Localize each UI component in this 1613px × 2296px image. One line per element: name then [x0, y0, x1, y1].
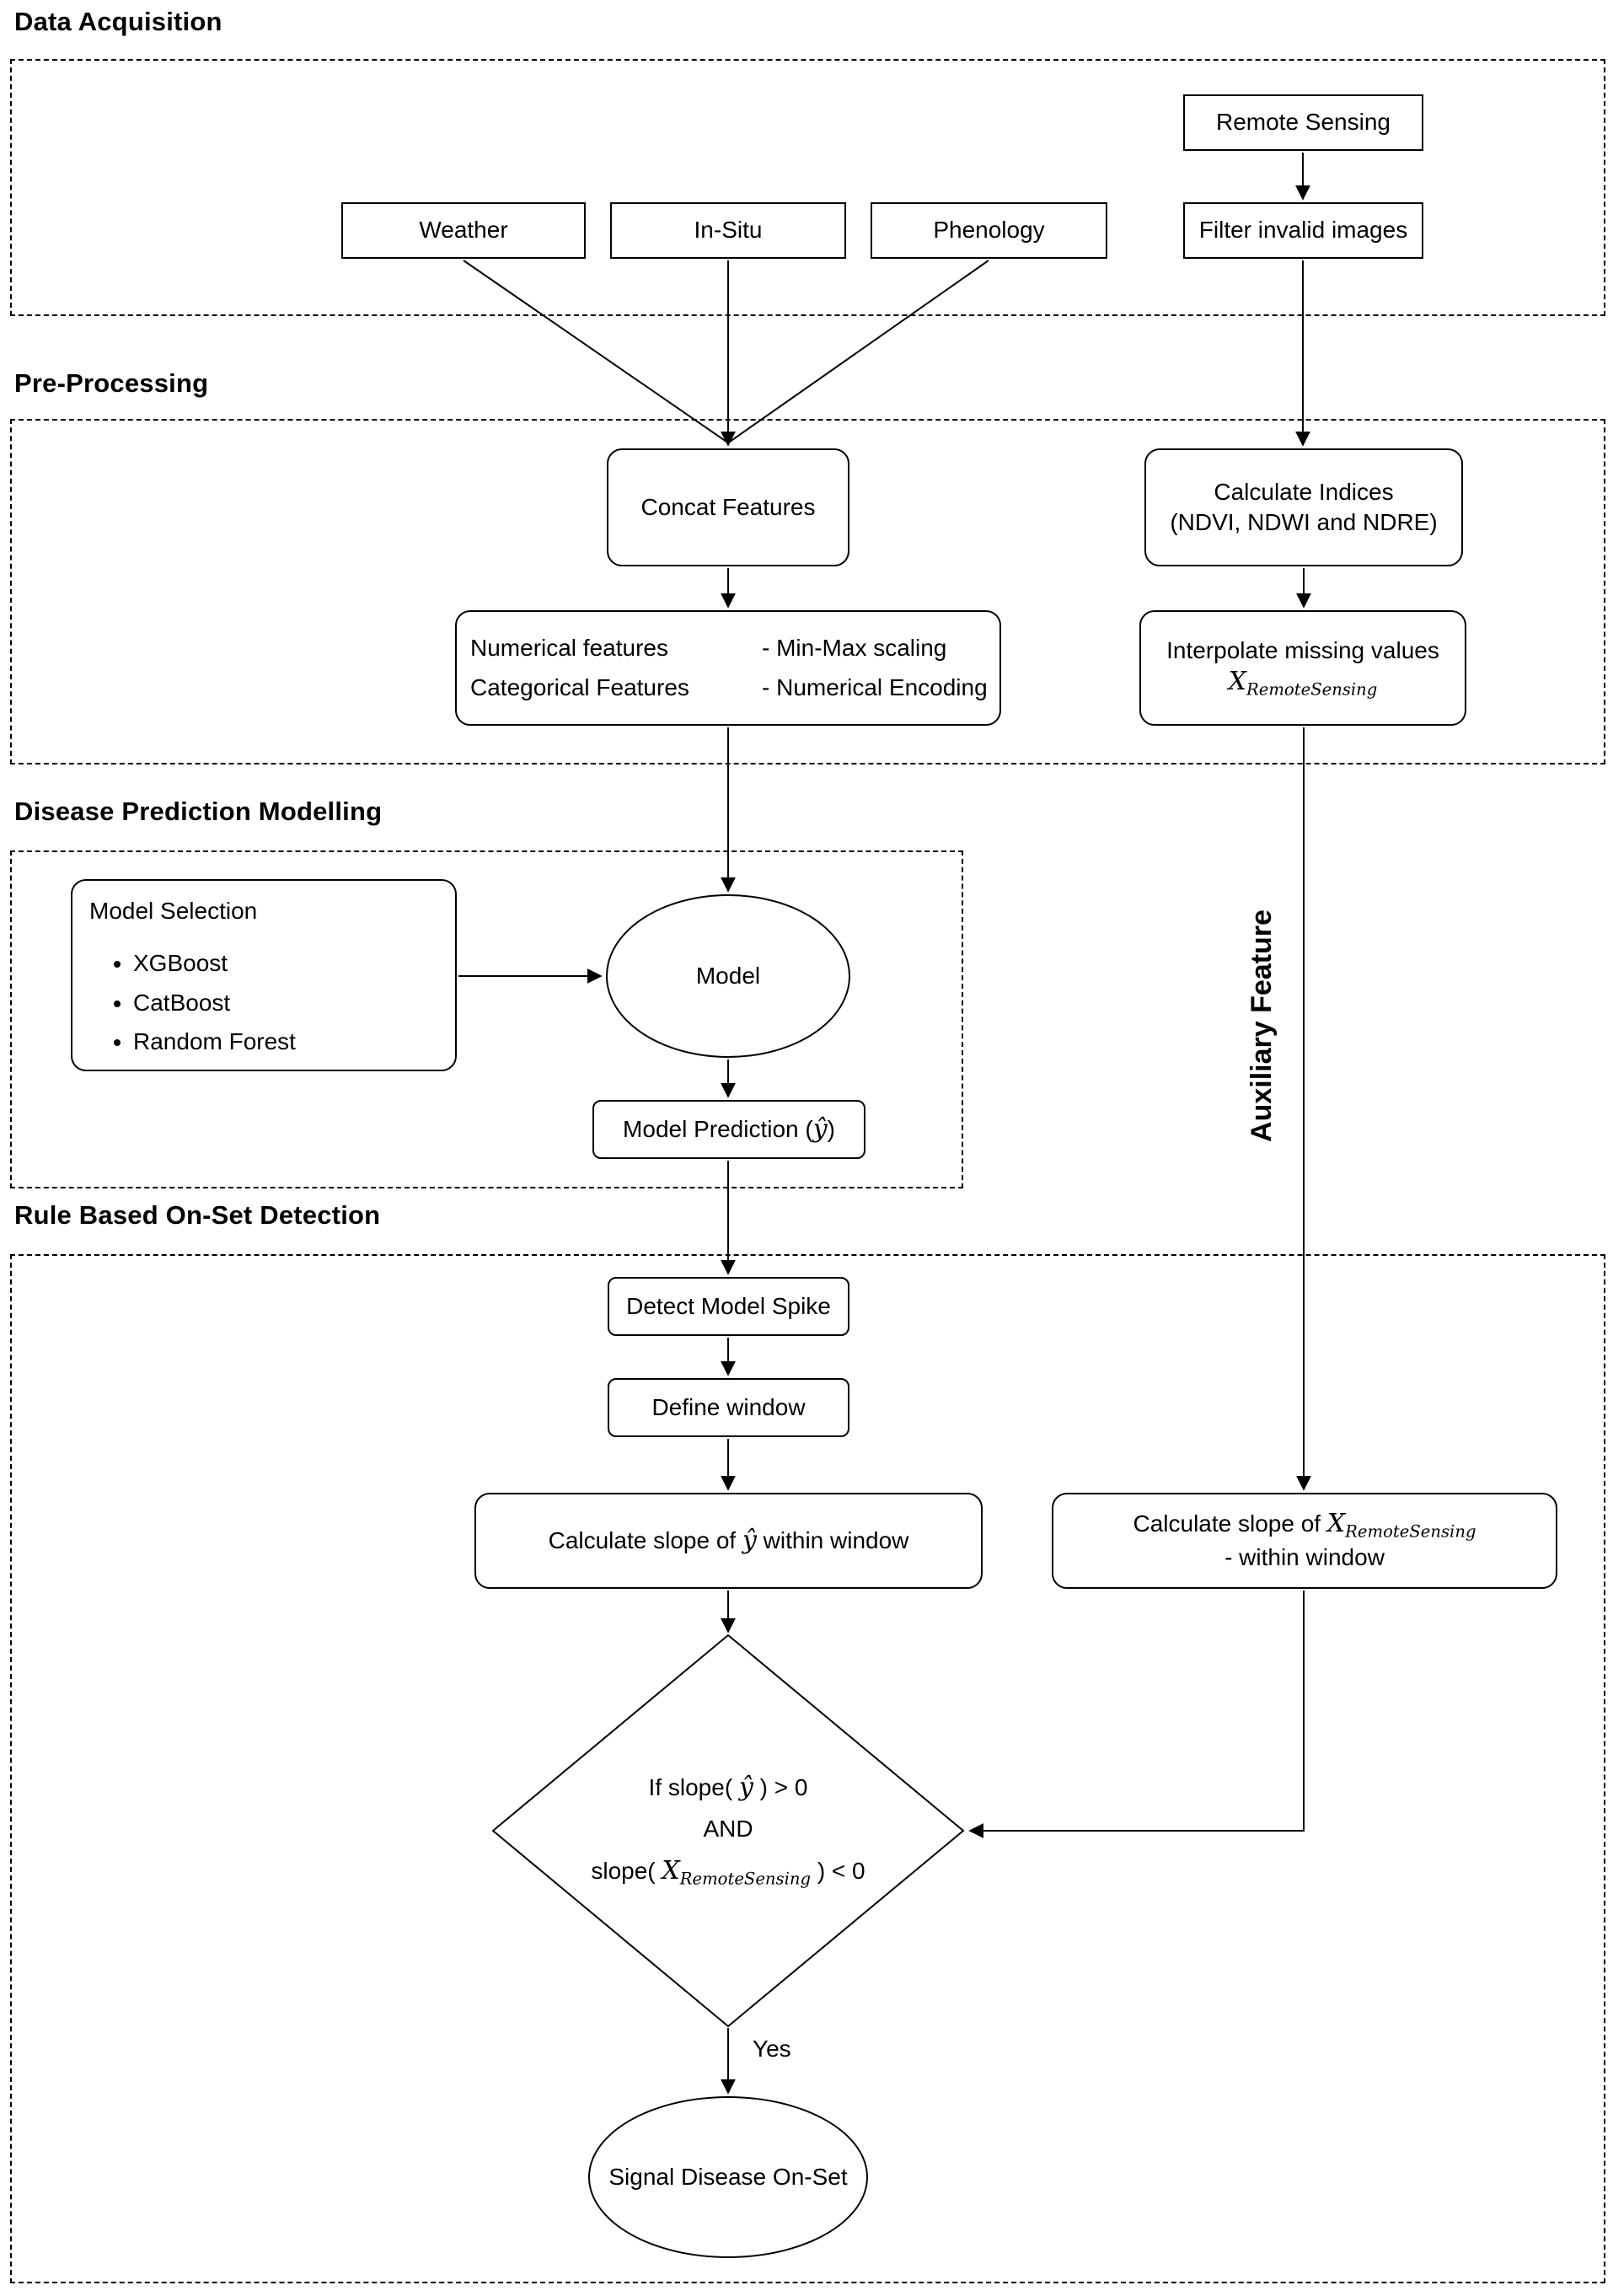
- model-selection-item-xgboost: • XGBoost: [133, 948, 296, 979]
- decision-line3-suffix: ) < 0: [811, 1858, 865, 1885]
- node-in-situ-label: In-Situ: [694, 217, 763, 244]
- node-concat-features-label: Concat Features: [640, 493, 816, 520]
- node-weather: [341, 202, 586, 259]
- slope-yhat-prefix: Calculate slope of: [548, 1526, 742, 1553]
- section-title-disease-prediction: Disease Prediction Modelling: [14, 797, 383, 826]
- feature-scaling-right-column: [762, 633, 988, 703]
- node-calculate-indices: [1144, 448, 1463, 566]
- node-define-window-label: Define window: [651, 1393, 806, 1420]
- node-model-prediction-label: [623, 1113, 835, 1146]
- decision-line1-prefix: If slope(: [648, 1774, 739, 1801]
- node-feature-scaling: [455, 610, 1001, 726]
- math-yhat-decision: ŷ: [738, 1773, 753, 1803]
- node-remote-sensing-label: Remote Sensing: [1215, 109, 1391, 136]
- decision-line2: AND: [703, 1816, 753, 1843]
- math-x-slope-sub: RemoteSensing: [1345, 1521, 1476, 1542]
- node-detect-model-spike: [608, 1277, 849, 1336]
- math-yhat: ŷ: [812, 1113, 828, 1144]
- node-filter-invalid-images-label: Filter invalid images: [1198, 217, 1408, 244]
- node-define-window: [608, 1378, 849, 1437]
- node-model: [606, 894, 850, 1058]
- math-x-decision: X: [662, 1856, 680, 1886]
- math-x-remotesensing-sub: RemoteSensing: [1246, 679, 1378, 700]
- node-calculate-indices-line2: (NDVI, NDWI and NDRE): [1170, 509, 1438, 535]
- node-model-prediction: [592, 1100, 865, 1159]
- math-x-decision-sub: RemoteSensing: [679, 1869, 812, 1889]
- node-phenology-label: Phenology: [933, 217, 1045, 244]
- node-slope-xrs-line2: - within window: [1224, 1544, 1385, 1571]
- feature-scaling-right1: - Min-Max scaling: [762, 635, 947, 662]
- feature-scaling-left-column: [470, 633, 762, 703]
- auxiliary-feature-label: Auxiliary Feature: [1246, 909, 1278, 1142]
- math-x-slope: X: [1326, 1509, 1346, 1539]
- decision-line3-prefix: slope(: [591, 1858, 662, 1885]
- decision-line1-suffix: ) > 0: [753, 1774, 808, 1801]
- section-title-data-acquisition: Data Acquisition: [14, 7, 222, 36]
- node-model-label: Model: [695, 962, 761, 989]
- slope-yhat-suffix: within window: [756, 1526, 909, 1553]
- feature-scaling-right2: - Numerical Encoding: [762, 673, 988, 700]
- slope-xrs-prefix: Calculate slope of: [1133, 1510, 1327, 1537]
- node-detect-model-spike-label: Detect Model Spike: [626, 1292, 831, 1319]
- model-selection-title: Model Selection: [89, 898, 258, 924]
- node-slope-yhat-label: [549, 1525, 909, 1558]
- node-slope-xrs-line1: [1133, 1508, 1476, 1542]
- node-slope-xrs: [1052, 1493, 1557, 1589]
- node-weather-label: Weather: [419, 217, 508, 244]
- node-slope-yhat: [474, 1493, 983, 1589]
- section-title-pre-processing: Pre-Processing: [14, 368, 209, 398]
- model-prediction-suffix: ): [827, 1115, 835, 1142]
- node-in-situ: [610, 202, 846, 259]
- feature-scaling-left2: Categorical Features: [470, 673, 689, 700]
- model-selection-list: [133, 948, 296, 1065]
- model-prediction-prefix: Model Prediction (: [623, 1115, 813, 1142]
- feature-scaling-left1: Numerical features: [470, 635, 668, 662]
- decision-line1: [649, 1773, 808, 1802]
- node-signal-onset-label: Signal Disease On-Set: [608, 2163, 848, 2190]
- node-calculate-indices-line1: Calculate Indices: [1214, 478, 1394, 505]
- node-interpolate-math: [1229, 666, 1378, 700]
- node-phenology: [871, 202, 1107, 259]
- decision-line3: [591, 1856, 865, 1889]
- model-selection-item-random-forest: • Random Forest: [133, 1027, 296, 1057]
- model-selection-item-catboost: • CatBoost: [133, 988, 296, 1018]
- decision-text: [492, 1755, 964, 1907]
- yes-label: Yes: [753, 2036, 791, 2062]
- math-x-remotesensing: X: [1228, 667, 1246, 697]
- node-signal-onset: [588, 2096, 868, 2258]
- section-title-rule-based: Rule Based On-Set Detection: [14, 1200, 381, 1230]
- node-interpolate-line1: Interpolate missing values: [1166, 636, 1439, 663]
- node-remote-sensing: [1183, 94, 1423, 151]
- node-interpolate-missing: [1139, 610, 1466, 726]
- node-model-selection: [71, 879, 457, 1071]
- math-yhat-slope: ŷ: [742, 1525, 757, 1555]
- node-filter-invalid-images: [1183, 202, 1423, 259]
- node-concat-features: [607, 448, 849, 566]
